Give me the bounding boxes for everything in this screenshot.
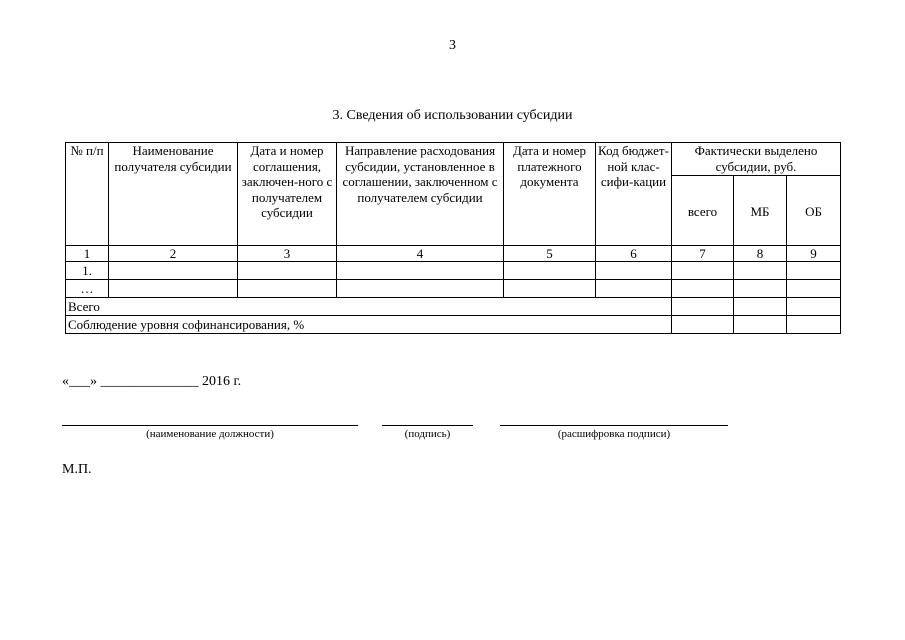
- table-cell: [238, 280, 337, 298]
- header-row-number: № п/п: [66, 143, 109, 246]
- header-actual-allocated: Фактически выделено субсидии, руб.: [672, 143, 841, 176]
- table-cell: [596, 280, 672, 298]
- position-caption: (наименование должности): [146, 428, 274, 440]
- table-row: [66, 280, 841, 298]
- table-cell: [337, 262, 504, 280]
- table-cell: [734, 316, 787, 334]
- total-label: Всего: [66, 298, 672, 316]
- column-number: 7: [672, 246, 734, 262]
- column-number: 5: [504, 246, 596, 262]
- decoding-caption: (расшифровка подписи): [557, 428, 671, 440]
- table-cell: [672, 280, 734, 298]
- table-cell: [596, 262, 672, 280]
- table-cell: [504, 280, 596, 298]
- column-numbers-row: [66, 246, 841, 262]
- table-cell: [337, 280, 504, 298]
- signature-caption: (подпись): [404, 428, 451, 440]
- table-cell: [109, 262, 238, 280]
- table-cell: [787, 280, 841, 298]
- column-number: 1: [66, 246, 109, 262]
- cofinancing-row: [66, 316, 841, 334]
- header-budget-code: Код бюджет-ной клас-сифи-кации: [596, 143, 672, 246]
- page-number: 3: [449, 38, 456, 53]
- table-cell: [734, 262, 787, 280]
- table-cell: [734, 280, 787, 298]
- table-cell: [672, 316, 734, 334]
- column-number: 2: [109, 246, 238, 262]
- table-cell: [109, 280, 238, 298]
- table-cell: [504, 262, 596, 280]
- header-payment-document: Дата и номер платежного документа: [504, 143, 596, 246]
- table-cell: [787, 316, 841, 334]
- table-row: [66, 262, 841, 280]
- header-regional-budget: ОБ: [787, 176, 841, 246]
- table-cell: [672, 298, 734, 316]
- section-title: 3. Сведения об использовании субсидии: [332, 108, 573, 123]
- row-number: 1.: [66, 262, 109, 280]
- column-number: 8: [734, 246, 787, 262]
- header-agreement-date-number: Дата и номер соглашения, заключен-ного с получателем субсидии: [238, 143, 337, 246]
- header-total: всего: [672, 176, 734, 246]
- table-cell: [672, 262, 734, 280]
- date-line: «___» ______________ 2016 г.: [62, 374, 242, 389]
- subsidy-usage-table: [65, 142, 841, 334]
- position-line: [62, 425, 358, 426]
- column-number: 9: [787, 246, 841, 262]
- decoding-line: [500, 425, 728, 426]
- row-number: …: [66, 280, 109, 298]
- header-recipient-name: Наименование получателя субсидии: [109, 143, 238, 246]
- table-cell: [734, 298, 787, 316]
- total-row: [66, 298, 841, 316]
- table-cell: [238, 262, 337, 280]
- signature-line: [382, 425, 473, 426]
- column-number: 3: [238, 246, 337, 262]
- header-expense-direction: Направление расходования субсидии, установленное в соглашении, заключенном с получателем субсидии: [337, 143, 504, 246]
- stamp-place: М.П.: [62, 462, 92, 477]
- column-number: 4: [337, 246, 504, 262]
- cofinancing-label: Соблюдение уровня софинансирования, %: [66, 316, 672, 334]
- column-number: 6: [596, 246, 672, 262]
- table-cell: [787, 298, 841, 316]
- header-municipal-budget: МБ: [734, 176, 787, 246]
- table-cell: [787, 262, 841, 280]
